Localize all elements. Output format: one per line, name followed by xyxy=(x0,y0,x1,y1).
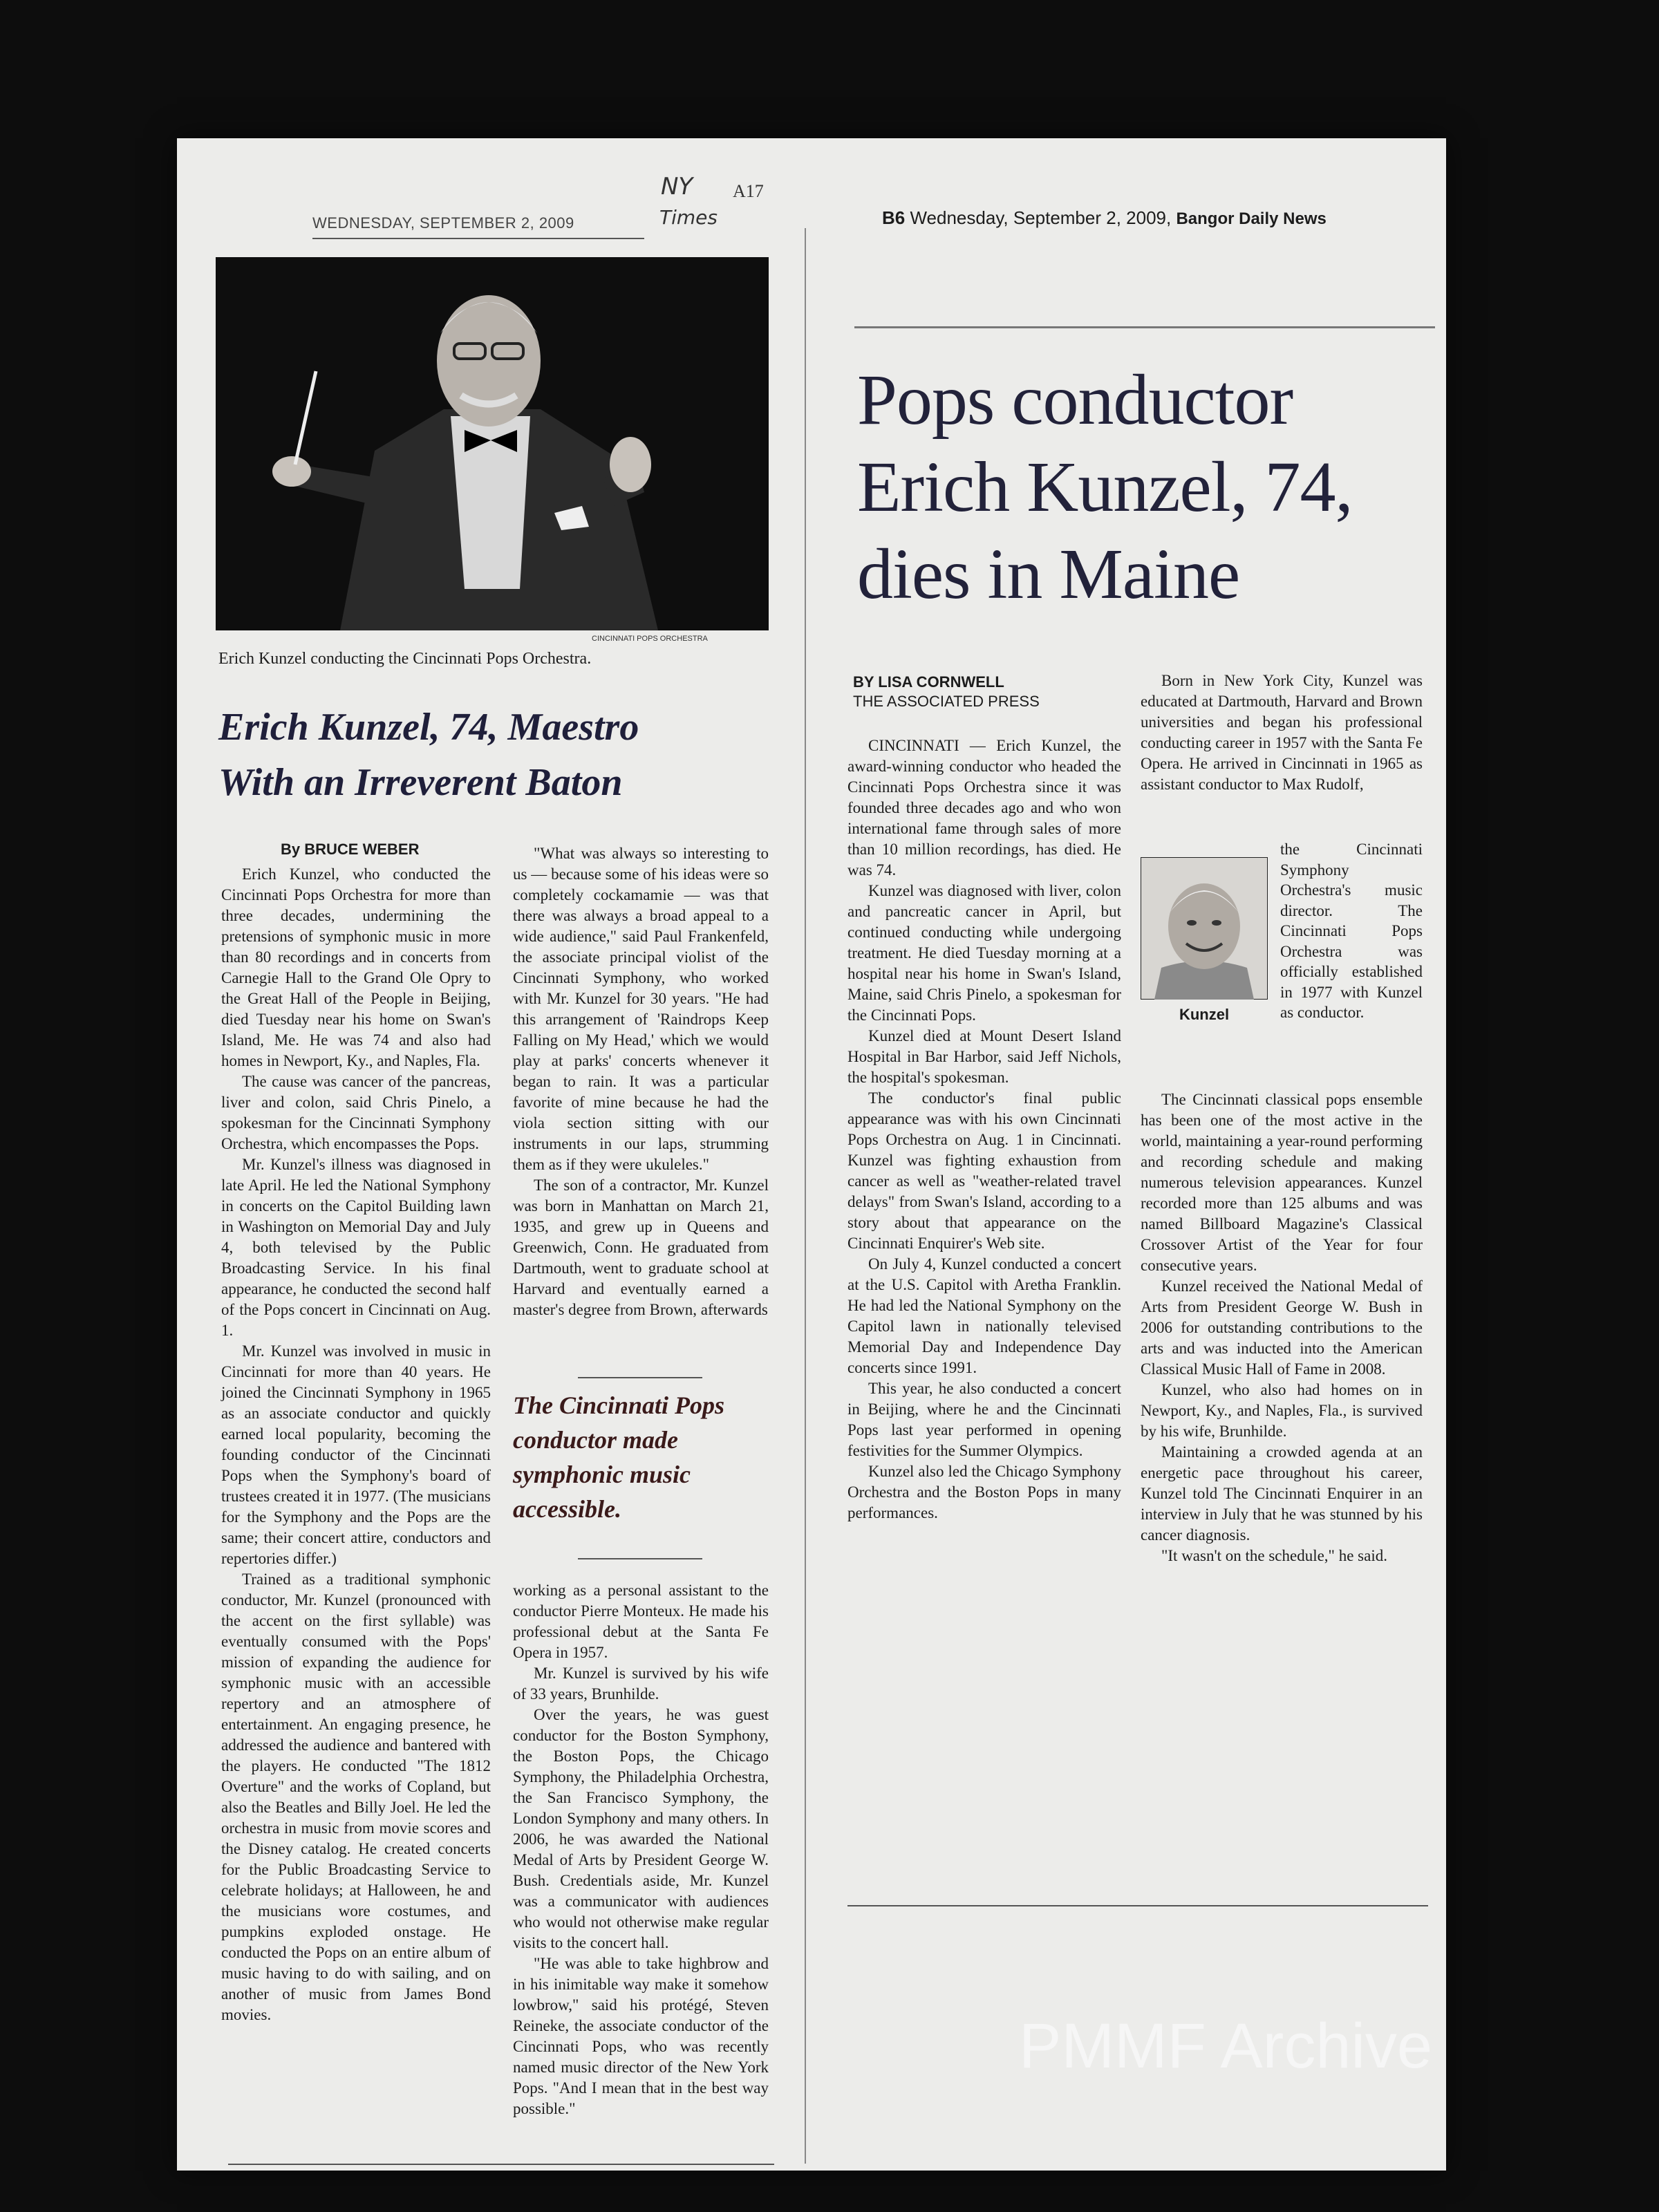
nyt-column-2-bottom xyxy=(513,1580,769,2119)
bdn-date: Wednesday, September 2, 2009, xyxy=(910,207,1172,228)
kunzel-portrait xyxy=(1141,857,1268,1000)
bdn-col1-paragraph: The conductor's final public appearance was with his own Cincinnati Pops Orchestra on Aug. 1 in Cincinnati. Kunzel was fighting exhaustion from cancer as well as "weather-related travel delays" from Swan's Island, according to a story about that appearance on the Cincinnati Enquirer's Web site. xyxy=(847,1089,1121,1252)
archive-watermark: PMMF Archive xyxy=(1019,2011,1433,2081)
bdn-byline: BY LISA CORNWELL xyxy=(853,673,1004,691)
nyt-bottom-rule xyxy=(228,2164,774,2165)
bdn-headline-line1: Pops conductor xyxy=(857,360,1293,440)
photo-credit: CINCINNATI POPS ORCHESTRA xyxy=(592,635,708,643)
bdn-header-rule xyxy=(854,326,1435,328)
bdn-paper-name: Bangor Daily News xyxy=(1176,209,1327,228)
nyt-headline-line1: Erich Kunzel, 74, Maestro xyxy=(218,706,639,749)
nyt-col2-paragraph: working as a personal assistant to the conductor Pierre Monteux. He made his professional debut at the Santa Fe Opera in 1957. xyxy=(513,1582,769,1661)
bdn-column-2-top xyxy=(1141,671,1423,795)
page-divider xyxy=(805,228,806,2164)
bdn-col2-paragraph: the Cincinnati Symphony Orchestra's music director. The Cincinnati Pops Orchestra was officially established in 1977 with Kunzel as conductor. xyxy=(1280,841,1423,1021)
nyt-col1-paragraph: Mr. Kunzel was involved in music in Cincinnati for more than 40 years. He joined the Cincinnati Symphony in 1965 as an associate conductor and quickly earned local popularity, becoming the founding conductor of the Cincinnati Pops when the Symphony's board of trustees created it in 1977. (The musicians for the Symphony and the Pops are the same; their concert attire, conductors and repertories differ.) xyxy=(221,1342,491,1567)
nyt-col2-paragraph: "He was able to take highbrow and in his inimitable way make it somehow lowbrow," said his protégé, Steven Reineke, the associate conductor of the Cincinnati Pops, who was recently named music director of the New York Pops. "And I mean that in the best way possible." xyxy=(513,1955,769,2117)
conductor-photo xyxy=(216,257,769,630)
mugshot-caption: Kunzel xyxy=(1179,1006,1230,1023)
nyt-col1-paragraph: Trained as a traditional symphonic conductor, Mr. Kunzel (pronounced with the accent on the first syllable) was eventually consumed with the Pops' mission of expanding the audience for symphonic music with an accessible repertory and an atmosphere of entertainment. An engaging presence, he addressed the audience and bantered with the players. He conducted "The 1812 Overture" and the works of Copland, but also the Beatles and Billy Joel. He led the orchestra in music from movie scores and the Disney catalog. He created concerts for the Public Broadcasting Service to celebrate holidays; at Halloween, he and the musicians wore costumes, and pumpkins exploded onstage. He conducted the Pops on an entire album of music having to do with sailing, and on another of music from James Bond movies. xyxy=(221,1571,491,2023)
bdn-page-label: B6 xyxy=(882,207,906,228)
photo-caption: Erich Kunzel conducting the Cincinnati Pops Orchestra. xyxy=(218,650,592,668)
nyt-col2-paragraph: Mr. Kunzel is survived by his wife of 33 years, Brunhilde. xyxy=(513,1665,769,1703)
bdn-col2-paragraph: Maintaining a crowded agenda at an energetic pace throughout his career, Kunzel told The Cincinnati Enquirer in an interview in July that he was stunned by his cancer diagnosis. xyxy=(1141,1443,1423,1544)
bdn-col1-paragraph: CINCINNATI — Erich Kunzel, the award-winning conductor who headed the Cincinnati Pops Orchestra since it was founded three decades ago and who won international fame through sales of more than 10 million recordings, has died. He was 74. xyxy=(847,737,1121,879)
nyt-headline xyxy=(218,700,639,810)
nyt-col2-paragraph: The son of a contractor, Mr. Kunzel was born in Manhattan on March 21, 1935, and grew up in Queens and Greenwich, Conn. He graduated from Dartmouth, went to graduate school at Harvard and eventually earned a master's degree from Brown, afterwards xyxy=(513,1177,769,1318)
bdn-col2-paragraph: Born in New York City, Kunzel was educated at Dartmouth, Harvard and Brown universities and began his professional conducting career in 1957 with the Santa Fe Opera. He arrived in Cincinnati in 1965 as assistant conductor to Max Rudolf, xyxy=(1141,672,1423,793)
handwritten-note-times: Times xyxy=(659,206,718,229)
bdn-col2-paragraph: Kunzel received the National Medal of Arts from President George W. Bush in 2006 for outstanding contributions to the arts and was inducted into the American Classical Music Hall of Fame in 2008. xyxy=(1141,1277,1423,1378)
bdn-agency: THE ASSOCIATED PRESS xyxy=(853,693,1040,710)
nyt-headline-line2: With an Irreverent Baton xyxy=(218,761,623,804)
nyt-column-2-top xyxy=(513,843,769,1320)
nyt-byline: By BRUCE WEBER xyxy=(281,841,420,858)
bdn-col2-paragraph: Kunzel, who also had homes on in Newport, Ky., and Naples, Fla., is survived by his wife, Brunhilde. xyxy=(1141,1381,1423,1440)
pull-quote-rule-top xyxy=(578,1377,702,1378)
bdn-col1-paragraph: This year, he also conducted a concert in Beijing, where he and the Cincinnati Pops last year performed in opening festivities for the Summer Olympics. xyxy=(847,1380,1121,1459)
nyt-dateline: WEDNESDAY, SEPTEMBER 2, 2009 xyxy=(312,214,574,232)
bdn-col1-paragraph: Kunzel was diagnosed with liver, colon and pancreatic cancer in April, but continued conducting while undergoing treatment. He died Tuesday morning at a hospital near his home in Swan's Island, Maine, said Chris Pinelo, a spokesman for the Cincinnati Pops. xyxy=(847,882,1121,1024)
nyt-col2-paragraph: "What was always so interesting to us — because some of his ideas were so completely cockamamie — was that there was always a broad appeal to a wide audience," said Paul Frankenfeld, the associate principal violist of the Cincinnati Symphony, who worked with Mr. Kunzel for 30 years. "He had this arrangement of 'Raindrops Keep Falling on My Head,' which we would play at parks' concerts whenever it began to rain. It was a particular favorite of mine because he had the viola section sitting with our instruments in our laps, strumming them as if they were ukuleles." xyxy=(513,845,769,1173)
nyt-col2-paragraph: Over the years, he was guest conductor for the Boston Symphony, the Boston Pops, the Chicago Symphony, the Philadelphia Orchestra, the San Francisco Symphony, the London Symphony and many others. In 2006, he was awarded the National Medal of Arts by President George W. Bush. Credentials aside, Mr. Kunzel was a communicator with audiences who would not otherwise make regular visits to the concert hall. xyxy=(513,1706,769,1951)
nyt-col1-paragraph: Mr. Kunzel's illness was diagnosed in late April. He led the National Symphony in concerts on the Capitol Building lawn in Washington on Memorial Day and July 4, both televised by the Public Broadcasting Service. In his final appearance, he conducted the second half of the Pops concert in Cincinnati on Aug. 1. xyxy=(221,1156,491,1339)
nyt-col1-paragraph: Erich Kunzel, who conducted the Cincinnati Pops Orchestra for more than three decades, undermining the pretensions of symphonic music in more than 80 recordings and in concerts from Carnegie Hall to the Grand Ole Opry to the Great Hall of the People in Beijing, died Tuesday near his home on Swan's Island, Me. He was 74 and also had homes in Newport, Ky., and Naples, Fla. xyxy=(221,865,491,1069)
bdn-headline-line2: Erich Kunzel, 74, xyxy=(857,447,1353,527)
bdn-bottom-rule xyxy=(847,1905,1428,1906)
bdn-col1-paragraph: Kunzel also led the Chicago Symphony Orchestra and the Boston Pops in many performances. xyxy=(847,1463,1121,1521)
nyt-col1-paragraph: The cause was cancer of the pancreas, liver and colon, said Chris Pinelo, a spokesman for the Cincinnati Symphony Orchestra, which encompasses the Pops. xyxy=(221,1073,491,1152)
nyt-column-1 xyxy=(221,864,491,2025)
bdn-headline xyxy=(857,357,1353,618)
nyt-page-number: A17 xyxy=(733,181,764,201)
bdn-column-1 xyxy=(847,735,1121,1524)
bdn-headline-line3: dies in Maine xyxy=(857,534,1240,614)
bdn-col1-paragraph: Kunzel died at Mount Desert Island Hospital in Bar Harbor, said Jeff Nichols, the hospital's spokesman. xyxy=(847,1027,1121,1086)
handwritten-note-ny: NY xyxy=(661,173,693,200)
bdn-col2-paragraph: The Cincinnati classical pops ensemble has been one of the most active in the world, maintaining a year-round performing and recording schedule and making numerous television appearances. Kunzel recorded more than 125 albums and was named Billboard Magazine's Classical Crossover Artist of the Year for four consecutive years. xyxy=(1141,1091,1423,1274)
nyt-dateline-rule xyxy=(312,238,644,239)
pull-quote-rule-bottom xyxy=(578,1558,702,1559)
bdn-col1-paragraph: On July 4, Kunzel conducted a concert at the U.S. Capitol with Aretha Franklin. He had led the National Symphony on the Capitol lawn in nationally televised Memorial Day and Independence Day concerts since 1991. xyxy=(847,1255,1121,1376)
conductor-illustration xyxy=(216,257,769,630)
bdn-col2-paragraph: "It wasn't on the schedule," he said. xyxy=(1161,1547,1387,1564)
pull-quote: The Cincinnati Pops conductor made symphonic music accessible. xyxy=(513,1391,725,1523)
bdn-column-2-rest xyxy=(1141,1089,1423,1566)
bdn-column-2-wrap xyxy=(1280,839,1423,1023)
newspaper-clipping xyxy=(177,138,1446,2171)
bdn-folio xyxy=(882,207,1327,229)
